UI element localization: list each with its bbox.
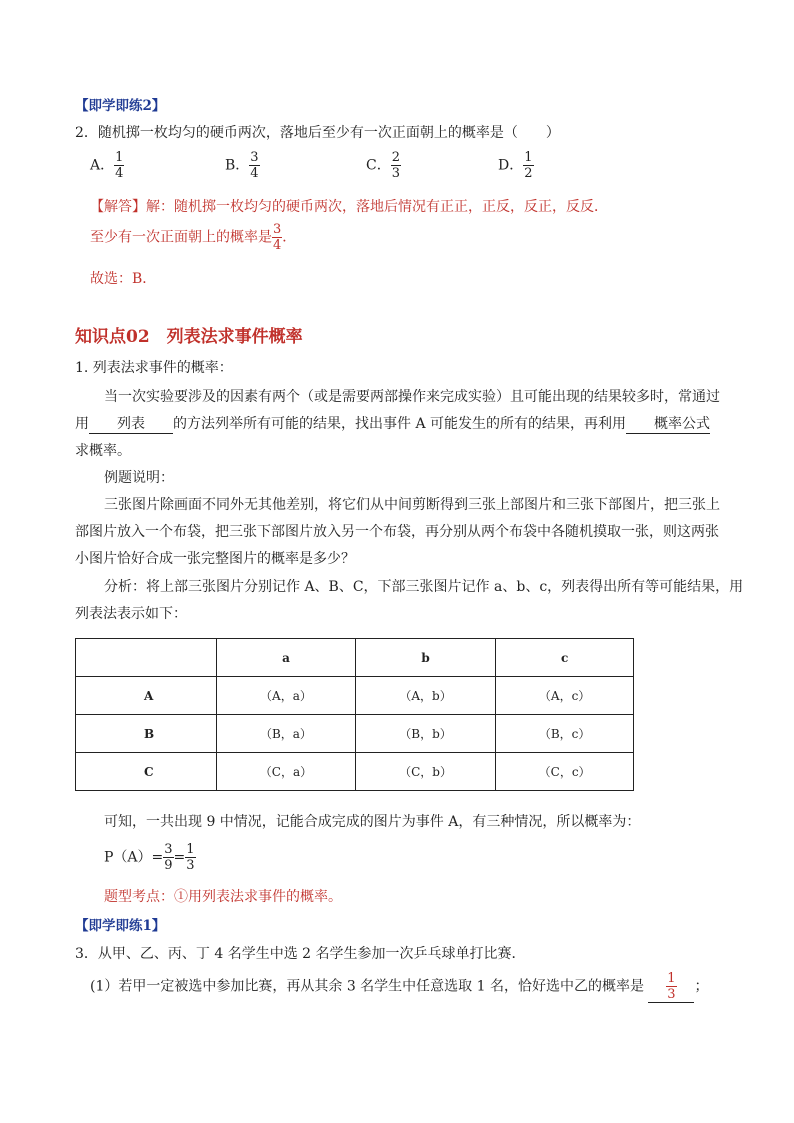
table-header-cell: a	[217, 639, 356, 677]
analysis-line-1: 分析：将上部三张图片分别记作 A、B、C，下部三张图片记作 a、b、c，列表得出所有等可能结果，用	[104, 579, 744, 595]
table-cell: （A，b）	[355, 677, 495, 715]
table-cell: （A，a）	[217, 677, 356, 715]
option-a[interactable]: A． $\frac{1}{4}$	[90, 150, 124, 181]
table-header-cell: c	[496, 639, 634, 677]
question-3-part-1: (1）若甲一定被选中参加比赛，再从其余 3 名学生中任意选取 1 名，恰好选中乙的概率是 $\frac{1}{3}$ ；	[90, 971, 709, 1002]
table-cell: （C，c）	[496, 753, 634, 791]
table-cell: （A，c）	[496, 677, 634, 715]
option-b[interactable]: B． $\frac{3}{4}$	[225, 150, 259, 181]
blank-probability-formula: 概率公式	[626, 413, 710, 434]
example-label: 例题说明：	[104, 470, 174, 486]
table-cell: （B，c）	[496, 715, 634, 753]
example-line-1: 三张图片除画面不同外无其他差别，将它们从中间剪断得到三张上部图片和三张下部图片，把三张上	[104, 497, 720, 513]
practice-title: 【即学即练2】	[75, 98, 166, 114]
section-subtitle: 1. 列表法求事件的概率：	[75, 360, 233, 376]
option-c[interactable]: C． $\frac{2}{3}$	[366, 150, 400, 181]
answer-blank: $\frac{1}{3}$	[648, 971, 694, 1003]
table-row-header: B	[76, 715, 217, 753]
question-3: 3．从甲、乙、丙、丁 4 名学生中选 2 名学生参加一次乒乓球单打比赛．	[75, 946, 526, 962]
table-header-row	[76, 639, 634, 677]
table-cell: （B，a）	[217, 715, 356, 753]
answer-line-2: 至少有一次正面朝上的概率是 $\frac{3}{4}$ ．	[90, 222, 297, 253]
table-corner-cell	[76, 639, 217, 677]
example-line-2: 部图片放入一个布袋，把三张下部图片放入另一个布袋，再分别从两个布袋中各随机摸取一张，则这两张	[75, 524, 719, 540]
probability-formula: P（A）= $\frac{3}{9}$ = $\frac{1}{3}$	[104, 842, 195, 873]
table-row	[76, 715, 634, 753]
table-cell: （C，a）	[217, 753, 356, 791]
paragraph-line-2: 用 列表 的方法列举所有可能的结果，找出事件 A 可能发生的所有的结果，再利用 概率公式	[75, 413, 710, 434]
table-row	[76, 677, 634, 715]
example-line-3: 小图片恰好合成一张完整图片的概率是多少？	[75, 551, 355, 567]
section-title: 知识点02 列表法求事件概率	[75, 327, 303, 347]
table-row-header: A	[76, 677, 217, 715]
blank-list-method: 列表	[89, 413, 173, 434]
answer-tag: 【解答】	[90, 199, 146, 215]
table-cell: （C，b）	[355, 753, 495, 791]
paragraph-line-3: 求概率。	[75, 443, 131, 459]
outcome-table	[75, 638, 634, 791]
type-point: 题型考点：①用列表法求事件的概率。	[104, 889, 342, 905]
table-row	[76, 753, 634, 791]
conclusion-text: 可知，一共出现 9 中情况，记能合成完成的图片为事件 A，有三种情况，所以概率为：	[104, 814, 641, 830]
table-cell: （B，b）	[355, 715, 495, 753]
paragraph-line-1: 当一次实验要涉及的因素有两个（或是需要两部操作来完成实验）且可能出现的结果较多时，常通过	[104, 389, 720, 405]
table-header-cell: b	[355, 639, 495, 677]
analysis-line-2: 列表法表示如下：	[75, 606, 187, 622]
option-d[interactable]: D． $\frac{1}{2}$	[498, 150, 533, 181]
answer-choice: 故选：B．	[90, 271, 157, 287]
practice-title-2: 【即学即练1】	[75, 918, 166, 934]
table-row-header: C	[76, 753, 217, 791]
answer-line-1: 【解答】解：随机掷一枚均匀的硬币两次，落地后情况有正正，正反，反正，反反．	[90, 199, 608, 215]
question-2: 2．随机掷一枚均匀的硬币两次，落地后至少有一次正面朝上的概率是（ ）	[75, 125, 560, 141]
